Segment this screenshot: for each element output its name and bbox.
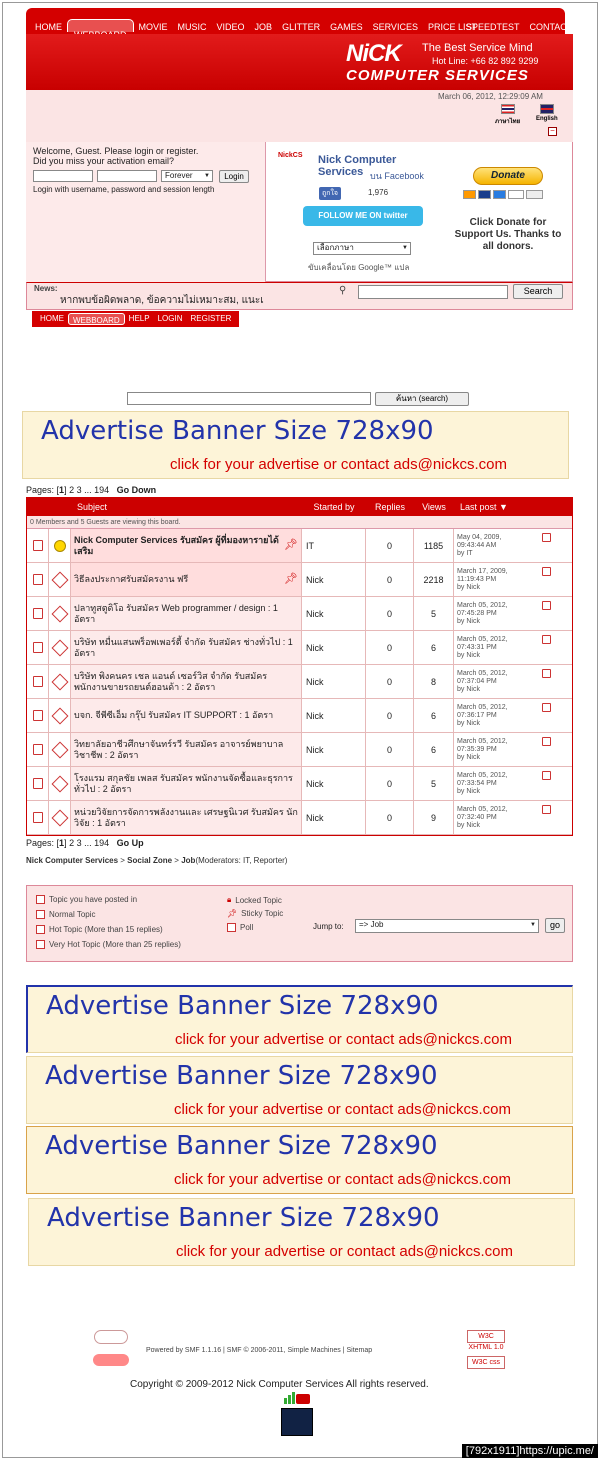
last-post-icon[interactable] [542, 567, 551, 576]
topic-icon [33, 540, 43, 551]
crumb-social-zone[interactable]: Social Zone [127, 856, 173, 865]
topic-type-cell [27, 631, 49, 664]
news-ticker: หากพบข้อผิดพลาด, ข้อความไม่เหมาะสม, แนะเ [60, 295, 264, 306]
replies-cell: 0 [366, 631, 414, 664]
subject-cell[interactable] [71, 801, 302, 834]
last-post-author[interactable]: by Nick [457, 787, 480, 795]
legend-veryhot-label: Very Hot Topic (More than 25 replies) [49, 940, 181, 949]
banner-subtitle: click for your advertise or contact ads@nickcs.com [174, 1101, 512, 1118]
message-icon-cell [49, 529, 71, 562]
table-header [27, 498, 572, 516]
username-input[interactable] [33, 170, 93, 182]
table-row [27, 631, 572, 665]
language-select-value: เลือกภาษา [317, 243, 354, 252]
pages-label: Pages: [26, 838, 55, 848]
replies-cell: 0 [366, 563, 414, 596]
topic-icon [33, 778, 43, 789]
go-up-link[interactable]: Go Up [116, 838, 144, 848]
last-post-author[interactable]: by Nick [457, 583, 480, 591]
crumb-job[interactable]: Job [181, 856, 196, 865]
legend-poll [227, 923, 253, 932]
last-post-date: March 05, 2012, [457, 805, 508, 813]
nav-item-price-list[interactable]: PRICE LIST [427, 22, 477, 32]
banner-subtitle: click for your advertise or contact ads@nickcs.com [174, 1171, 512, 1188]
topic-subject[interactable]: บจก. จีพีซีเอ็ม กรุ๊ป รับสมัคร IT SUPPORT : 1 อัตรา [74, 710, 274, 720]
last-post-author[interactable]: by Nick [457, 651, 480, 659]
last-post-time: 07:45:28 PM [457, 609, 497, 617]
subject-cell[interactable] [71, 529, 302, 562]
donate-button[interactable]: Donate [473, 167, 543, 185]
topic-icon [33, 710, 43, 721]
nav-item-speedtest[interactable]: SPEEDTEST [465, 22, 520, 32]
tagline: The Best Service Mind [422, 42, 533, 54]
legend-hot-label: Hot Topic (More than 15 replies) [49, 925, 163, 934]
last-post-icon[interactable] [542, 601, 551, 610]
fb-page-logo[interactable] [278, 152, 303, 159]
replies-cell: 0 [366, 597, 414, 630]
copyright: Copyright © 2009-2012 Nick Computer Services All rights reserved. [130, 1379, 429, 1390]
chevron-down-icon: ▼ [402, 245, 408, 251]
topic-type-cell [27, 529, 49, 562]
pin-icon: 📌︎ [227, 909, 238, 918]
table-row [27, 665, 572, 699]
topic-rows [27, 529, 572, 835]
nav-item-games[interactable]: GAMES [330, 22, 363, 32]
page-links[interactable]: 2 3 ... 194 [69, 485, 110, 495]
subject-cell[interactable] [71, 631, 302, 664]
page-current: 1 [59, 485, 65, 495]
bank-icon [526, 190, 543, 199]
started-by-cell[interactable]: Nick [302, 767, 366, 800]
discover-icon [508, 190, 524, 199]
lang-english-label[interactable]: English [536, 116, 558, 122]
subnav-item-login[interactable]: LOGIN [157, 314, 183, 323]
sort-desc-icon: ▼ [499, 502, 508, 512]
last-post-author[interactable]: by Nick [457, 685, 480, 693]
views-cell: 8 [414, 665, 454, 698]
very-hot-topic-icon [36, 940, 45, 949]
subnav-item-help[interactable]: HELP [128, 314, 150, 323]
powered-by[interactable]: Powered by SMF 1.1.16 | SMF © 2006-2011, Simple Machines | Sitemap [146, 1347, 373, 1354]
views-cell: 6 [414, 733, 454, 766]
fb-on-label: บน Facebook [370, 171, 424, 181]
legend-sticky [227, 909, 283, 918]
twitter-follow-button[interactable]: FOLLOW ME ON twitter [303, 206, 423, 226]
banner-title: Advertise Banner Size 728x90 [41, 416, 434, 446]
ad-banner[interactable] [26, 1126, 573, 1194]
subnav-item-register[interactable]: REGISTER [190, 314, 232, 323]
last-post-time: 07:35:39 PM [457, 745, 497, 753]
table-row [27, 699, 572, 733]
ad-badge-icon [296, 1394, 310, 1404]
language-select[interactable] [313, 242, 411, 255]
started-by-cell[interactable]: Nick [302, 563, 366, 596]
last-post-cell [454, 767, 554, 800]
crumb-home[interactable]: Nick Computer Services [26, 856, 119, 865]
topic-icon [33, 812, 43, 823]
last-post-time: 07:32:40 PM [457, 813, 497, 821]
topic-type-cell [27, 597, 49, 630]
started-by-cell[interactable]: IT [302, 529, 366, 562]
w3c-xhtml-badge[interactable]: W3C XHTML 1.0 [467, 1330, 505, 1343]
header-replies[interactable]: Replies [374, 502, 405, 512]
subject-cell[interactable] [71, 767, 302, 800]
subnav-item-webboard[interactable]: WEBBOARD [68, 313, 125, 325]
sub-nav [32, 311, 239, 327]
started-by-cell[interactable]: Nick [302, 699, 366, 732]
php-logo[interactable] [93, 1354, 129, 1366]
bar-icon [292, 1392, 295, 1404]
collapse-icon[interactable]: − [548, 127, 557, 136]
search-icon: ⚲ [339, 285, 347, 296]
fb-like-count: 1,976 [368, 188, 389, 197]
pagination-top: Pages: [1] 2 3 ... 194 Go Down [26, 485, 157, 495]
message-icon [51, 571, 68, 588]
fb-name-line2: Services [318, 166, 364, 178]
message-icon-cell [49, 563, 71, 596]
last-post-time: 07:33:54 PM [457, 779, 497, 787]
topic-type-cell [27, 665, 49, 698]
message-icon-cell [49, 733, 71, 766]
topic-posted-icon [36, 895, 45, 904]
legend-veryhot [36, 940, 181, 949]
nav-item-music[interactable]: MUSIC [177, 22, 207, 32]
last-post-cell [454, 631, 554, 664]
nav-item-glitter[interactable]: GLITTER [282, 22, 321, 32]
chevron-down-icon: ▼ [204, 173, 210, 179]
subject-cell[interactable] [71, 665, 302, 698]
topic-type-cell [27, 733, 49, 766]
table-row [27, 733, 572, 767]
last-post-cell [454, 699, 554, 732]
last-post-icon[interactable] [542, 771, 551, 780]
topic-subject[interactable]: บริษัท หมื่นแสนพร็อพเพอร์ตี้ จำกัด รับสมัคร ช่างทั่วไป : 1 อัตรา [74, 636, 293, 658]
subject-cell[interactable] [71, 563, 302, 596]
last-post-cell [454, 563, 554, 596]
header-views[interactable]: Views [422, 502, 446, 512]
login-hint: Login with username, password and session length [33, 185, 215, 194]
last-post-author[interactable]: by Nick [457, 821, 480, 829]
nav-item-job[interactable]: JOB [254, 22, 273, 32]
message-icon-cell [49, 597, 71, 630]
ad-banner[interactable] [26, 985, 573, 1053]
subject-cell[interactable] [71, 597, 302, 630]
last-post-time: 07:36:17 PM [457, 711, 497, 719]
started-by-cell[interactable]: Nick [302, 733, 366, 766]
fb-like-button[interactable]: ถูกใจ [319, 187, 341, 200]
message-icon-cell [49, 801, 71, 834]
last-post-date: March 17, 2009, [457, 567, 508, 575]
session-length-select[interactable] [161, 170, 213, 182]
thai-flag-icon[interactable] [501, 104, 515, 114]
google-translate-credit[interactable]: ขับเคลื่อนโดย Google™ แปล [308, 263, 410, 272]
legend-hot [36, 925, 163, 934]
banner-subtitle: click for your advertise or contact ads@nickcs.com [175, 1031, 513, 1048]
fb-name-line1: Nick Computer [318, 154, 397, 166]
activation-link[interactable]: Did you miss your activation email? [33, 156, 175, 166]
last-post-author[interactable]: by Nick [457, 753, 480, 761]
payment-cards [463, 190, 543, 199]
views-cell: 2218 [414, 563, 454, 596]
nav-item-video[interactable]: VIDEO [216, 22, 245, 32]
header-subject[interactable]: Subject [77, 502, 108, 512]
chevron-down-icon: ▼ [530, 922, 536, 928]
header-last-post-label: Last post [460, 502, 497, 512]
search-button[interactable]: Search [513, 284, 563, 299]
message-icon [51, 673, 68, 690]
english-flag-icon[interactable] [540, 104, 554, 114]
fb-logo-text: NickCS [278, 152, 303, 159]
last-post-icon[interactable] [542, 669, 551, 678]
site-badge-icon[interactable] [281, 1408, 313, 1436]
last-post-date: March 05, 2012, [457, 703, 508, 711]
bar-icon [284, 1398, 287, 1404]
started-by-cell[interactable]: Nick [302, 665, 366, 698]
breadcrumb: Nick Computer Services > Social Zone > Job(Moderators: IT, Reporter) [26, 856, 288, 865]
replies-cell: 0 [366, 733, 414, 766]
message-icon [51, 741, 68, 758]
topic-subject[interactable]: Nick Computer Services รับสมัคร ผู้ที่มองหารายได้เสริม [74, 534, 279, 556]
replies-cell: 0 [366, 529, 414, 562]
topic-icon [33, 744, 43, 755]
nav-item-home[interactable]: HOME [35, 22, 62, 32]
replies-cell: 0 [366, 665, 414, 698]
table-row [27, 801, 572, 835]
views-cell: 6 [414, 631, 454, 664]
main-nav [26, 8, 573, 34]
amex-icon [493, 190, 506, 199]
last-post-icon[interactable] [542, 703, 551, 712]
jump-to-select[interactable] [355, 919, 539, 933]
message-icon [51, 809, 68, 826]
lang-thai-label[interactable]: ภาษาไทย [495, 119, 521, 125]
subject-cell[interactable] [71, 733, 302, 766]
header-last-post[interactable] [454, 502, 554, 512]
topic-type-cell [27, 801, 49, 834]
login-button[interactable]: Login [219, 170, 249, 183]
banner-title: Advertise Banner Size 728x90 [45, 1061, 438, 1091]
views-cell: 1185 [414, 529, 454, 562]
table-row [27, 597, 572, 631]
banner-subtitle: click for your advertise or contact ads@nickcs.com [176, 1243, 514, 1260]
pages-label: Pages: [26, 485, 55, 495]
started-by-cell[interactable]: Nick [302, 597, 366, 630]
banner-title: Advertise Banner Size 728x90 [47, 1203, 440, 1233]
password-input[interactable] [97, 170, 157, 182]
topic-type-cell [27, 699, 49, 732]
subject-cell[interactable] [71, 699, 302, 732]
smiley-icon [54, 540, 66, 552]
current-datetime: March 06, 2012, 12:29:09 AM [438, 92, 543, 101]
message-icon-cell [49, 767, 71, 800]
go-button[interactable]: go [545, 918, 565, 933]
nav-item-movie[interactable]: MOVIE [138, 22, 168, 32]
banner-subtitle: click for your advertise or contact ads@nickcs.com [170, 456, 508, 473]
table-row [27, 529, 572, 563]
news-label: News: [34, 284, 58, 293]
subnav-item-home[interactable]: HOME [40, 314, 64, 323]
banner-title: Advertise Banner Size 728x90 [46, 991, 439, 1021]
message-icon [51, 639, 68, 656]
legend-sticky-label: Sticky Topic [241, 909, 284, 918]
topic-icon [33, 574, 43, 585]
table-row [27, 767, 572, 801]
session-length-value: Forever [165, 171, 193, 180]
lock-icon: 🔒︎ [227, 895, 232, 904]
watermark: [792x1911]https://upic.me/ [462, 1444, 598, 1458]
message-icon [51, 775, 68, 792]
pin-icon: 📌︎ [284, 573, 298, 585]
last-post-icon[interactable] [542, 805, 551, 814]
last-post-author[interactable]: by Nick [457, 719, 480, 727]
message-icon-cell [49, 665, 71, 698]
last-post-time: 11:19:43 PM [457, 575, 497, 583]
message-icon [51, 707, 68, 724]
legend-posted [36, 895, 137, 904]
welcome-line: Welcome, Guest. Please login or register. [33, 146, 199, 156]
last-post-date: March 05, 2012, [457, 601, 508, 609]
replies-cell: 0 [366, 767, 414, 800]
legend-locked [227, 895, 282, 905]
last-post-author[interactable]: by IT [457, 549, 473, 557]
ad-banner[interactable] [28, 1198, 575, 1266]
last-post-icon[interactable] [542, 635, 551, 644]
viewing-info: 0 Members and 5 Guests are viewing this board. [27, 516, 572, 529]
started-by-cell[interactable]: Nick [302, 801, 366, 834]
last-post-date: March 05, 2012, [457, 737, 508, 745]
topic-icon [33, 608, 43, 619]
table-row [27, 563, 572, 597]
hotline: Hot Line: +66 82 892 9299 [432, 56, 539, 66]
logo-nick[interactable]: NiCK [346, 40, 401, 67]
last-post-date: March 05, 2012, [457, 771, 508, 779]
welcome-text [33, 146, 198, 166]
go-down-link[interactable]: Go Down [116, 485, 157, 495]
topic-subject[interactable]: ปลาทูสตูดิโอ รับสมัคร Web programmer / design : 1 อัตรา [74, 602, 278, 624]
topic-subject[interactable]: หน่วยวิจัยการจัดการพลังงานและ เศรษฐนิเวศ รับสมัคร นักวิจัย : 1 อัตรา [74, 806, 298, 828]
poll-icon [227, 923, 236, 932]
bar-icon [288, 1395, 291, 1404]
topic-subject[interactable]: บริษัท พิงคนคร เชล แอนด์ เซอร์วิส จำกัด รับสมัคร พนักงานขายรถยนต์ฮอนด้า : 2 อัตรา [74, 670, 268, 692]
pin-icon: 📌︎ [284, 539, 298, 551]
last-post-time: 09:43:44 AM [457, 541, 497, 549]
mysql-logo[interactable] [94, 1330, 128, 1344]
message-icon-cell [49, 699, 71, 732]
legend-box [26, 885, 573, 962]
normal-topic-icon [36, 910, 45, 919]
topic-subject[interactable]: วิธีลงประกาศรับสมัครงาน ฟรี [74, 574, 189, 584]
last-post-cell [454, 665, 554, 698]
last-post-icon[interactable] [542, 533, 551, 542]
visa-icon [478, 190, 491, 199]
last-post-date: May 04, 2009, [457, 533, 502, 541]
views-cell: 6 [414, 699, 454, 732]
moderators: (Moderators: IT, Reporter) [195, 856, 288, 865]
last-post-cell [454, 801, 554, 834]
hot-topic-icon [36, 925, 45, 934]
ad-banner[interactable] [22, 411, 569, 479]
views-cell: 5 [414, 767, 454, 800]
pagination-bottom: Pages: [1] 2 3 ... 194 Go Up [26, 838, 144, 848]
nav-item-services[interactable]: SERVICES [372, 22, 418, 32]
legend-normal [36, 910, 96, 919]
jump-to-value: => Job [359, 920, 384, 929]
topic-type-cell [27, 563, 49, 596]
last-post-cell [454, 733, 554, 766]
last-post-date: March 05, 2012, [457, 635, 508, 643]
nav-item-webboard[interactable] [67, 19, 134, 32]
banner-title: Advertise Banner Size 728x90 [45, 1131, 438, 1161]
site-search-button[interactable]: ค้นหา (search) [375, 392, 469, 406]
ad-banner[interactable] [26, 1056, 573, 1124]
last-post-author[interactable]: by Nick [457, 617, 480, 625]
replies-cell: 0 [366, 699, 414, 732]
donate-text: Click Donate for Support Us. Thanks to all donors. [454, 217, 562, 252]
views-cell: 5 [414, 597, 454, 630]
legend-locked-label: Locked Topic [235, 895, 282, 905]
message-icon [51, 605, 68, 622]
topic-icon [33, 676, 43, 687]
last-post-cell [454, 529, 554, 562]
legend-posted-label: Topic you have posted in [49, 895, 138, 904]
views-cell: 9 [414, 801, 454, 834]
jump-label: Jump to: [313, 922, 344, 931]
replies-cell: 0 [366, 801, 414, 834]
last-post-time: 07:37:04 PM [457, 677, 497, 685]
legend-poll-label: Poll [240, 923, 254, 932]
page-links[interactable]: 2 3 ... 194 [69, 838, 110, 848]
nav-item-contact[interactable]: CONTACT [529, 22, 573, 32]
last-post-date: March 05, 2012, [457, 669, 508, 677]
w3c-css-badge[interactable]: W3C css [467, 1356, 505, 1369]
topic-subject[interactable]: วิทยาลัยอาชีวศึกษาจันทร์รวี รับสมัคร อาจารย์พยาบาลวิชาชีพ : 2 อัตรา [74, 738, 284, 760]
stats-counter-icon[interactable] [284, 1392, 314, 1404]
legend-normal-label: Normal Topic [49, 910, 96, 919]
last-post-icon[interactable] [542, 737, 551, 746]
mastercard-icon [463, 190, 476, 199]
topic-table [26, 497, 573, 836]
topic-subject[interactable]: โรงแรม สกุลชัย เพลส รับสมัคร พนักงานจัดซื้อและธุรการทั่วไป : 2 อัตรา [74, 772, 293, 794]
search-input[interactable] [358, 285, 508, 299]
header-started-by[interactable]: Started by [313, 502, 355, 512]
topic-type-cell [27, 767, 49, 800]
message-icon-cell [49, 631, 71, 664]
page-current: 1 [59, 838, 65, 848]
logo-computer-services: COMPUTER SERVICES [346, 67, 529, 84]
last-post-cell [454, 597, 554, 630]
started-by-cell[interactable]: Nick [302, 631, 366, 664]
site-search-input[interactable] [127, 392, 371, 405]
last-post-time: 07:43:31 PM [457, 643, 497, 651]
topic-icon [33, 642, 43, 653]
